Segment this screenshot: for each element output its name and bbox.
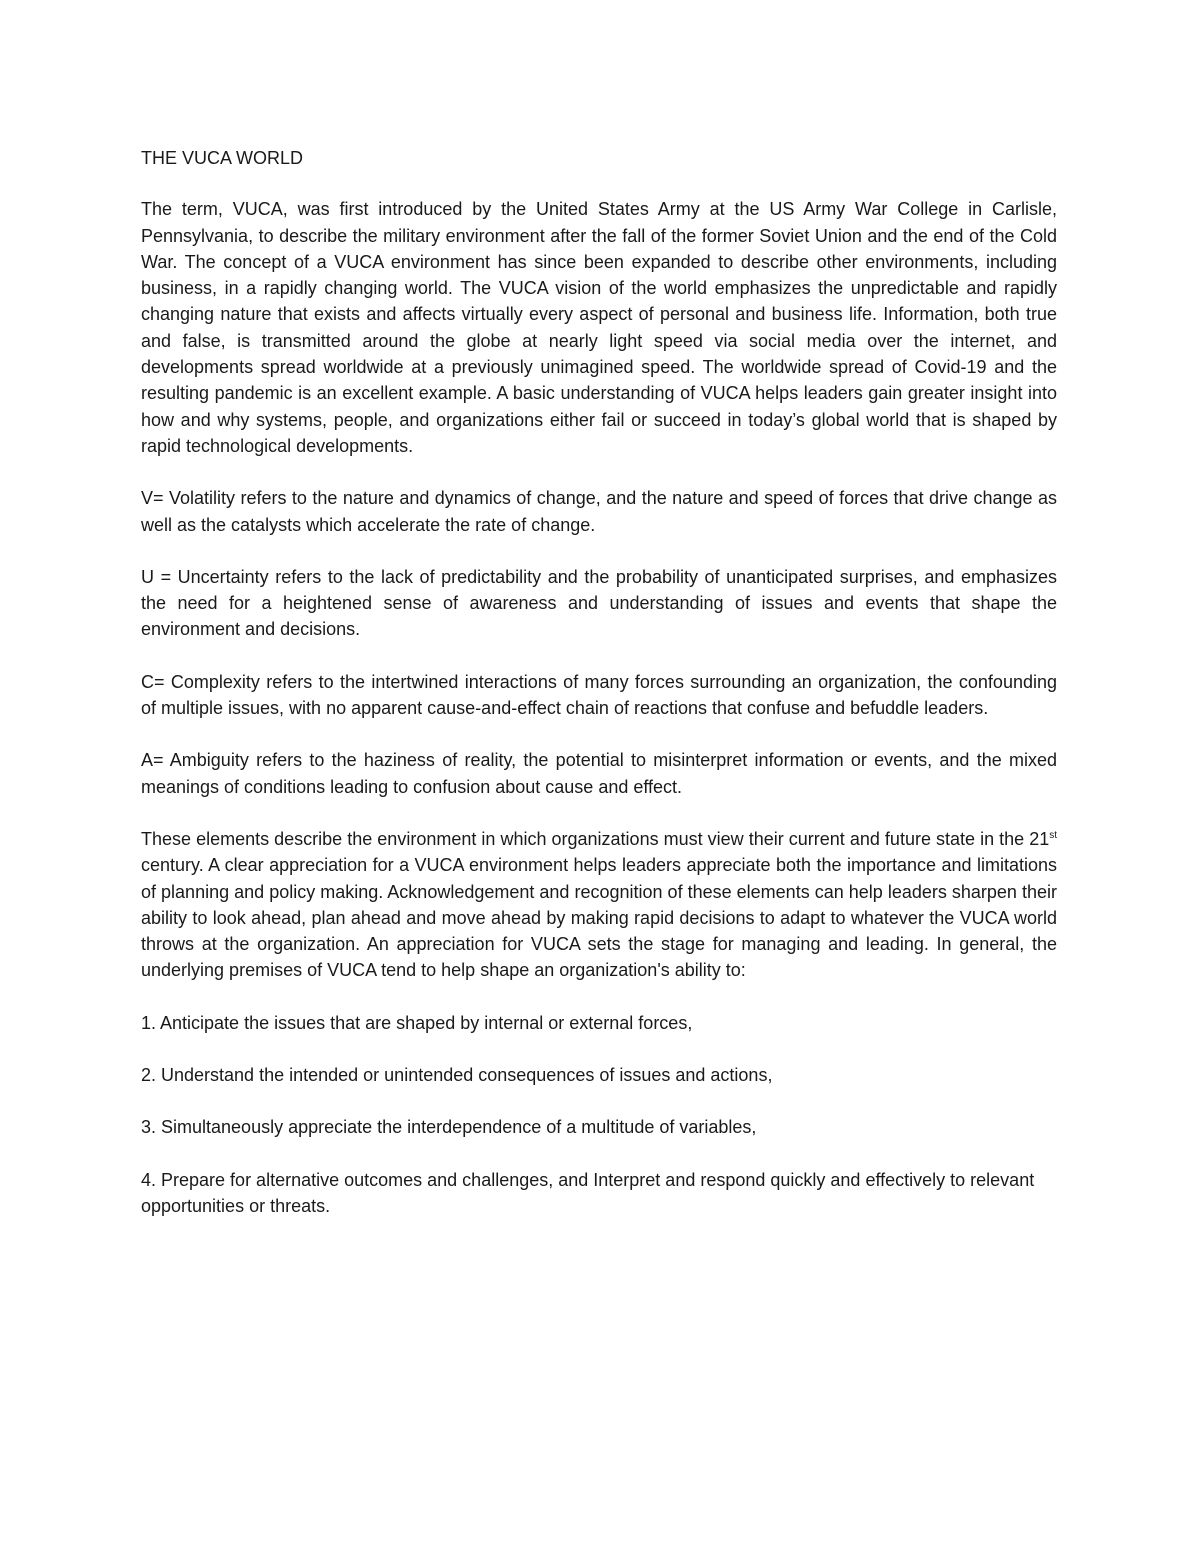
abilities-list <box>141 1010 1057 1219</box>
intro-paragraph: The term, VUCA, was first introduced by the United States Army at the US Army War College in Carlisle, Pennsylvania, to describe the military environment after the fall of the former Soviet Union and the end of the Cold War. The concept of a VUCA environment has since been expanded to describe other environments, including business, in a rapidly changing world. The VUCA vision of the world emphasizes the unpredictable and rapidly changing nature that exists and affects virtually every aspect of personal and business life. Information, both true and false, is transmitted around the globe at nearly light speed via social media over the internet, and developments spread worldwide at a previously unimagined speed. The worldwide spread of Covid-19 and the resulting pandemic is an excellent example. A basic understanding of VUCA helps leaders gain greater insight into how and why systems, people, and organizations either fail or succeed in today’s global world that is shaped by rapid technological developments. <box>141 199 1057 456</box>
elements-paragraph-part2: century. A clear appreciation for a VUCA environment helps leaders appreciate both the importance and limitations of planning and policy making. Acknowledgement and recognition of these elements can help leaders sharpen their ability to look ahead, plan ahead and move ahead by making rapid decisions to adapt to whatever the VUCA world throws at the organization. An appreciation for VUCA sets the stage for managing and leading. In general, the underlying premises of VUCA tend to help shape an organization's ability to: <box>141 855 1057 981</box>
volatility-paragraph: V= Volatility refers to the nature and dynamics of change, and the nature and speed of forces that drive change as well as the catalysts which accelerate the rate of change. <box>141 488 1057 535</box>
complexity-paragraph: C= Complexity refers to the intertwined interactions of many forces surrounding an organization, the confounding of multiple issues, with no apparent cause-and-effect chain of reactions that confuse and befuddle leaders. <box>141 671 1057 719</box>
elements-paragraph <box>141 826 1057 984</box>
elements-paragraph-part1: These elements describe the environment in which organizations must view their current and future state in the 21 <box>141 828 1050 849</box>
document-title: THE VUCA WORLD <box>141 148 304 168</box>
document-page <box>141 145 1057 1245</box>
list-item: 4. Prepare for alternative outcomes and challenges, and Interpret and respond quickly and effectively to relevant opportunities or threats. <box>141 1169 1035 1216</box>
uncertainty-paragraph: U = Uncertainty refers to the lack of predictability and the probability of unanticipated surprises, and emphasizes the need for a heightened sense of awareness and understanding of issues and events that shape the environment and decisions. <box>141 566 1057 640</box>
ambiguity-paragraph: A= Ambiguity refers to the haziness of reality, the potential to misinterpret information or events, and the mixed meanings of conditions leading to confusion about cause and effect. <box>141 750 1057 797</box>
list-item: 3. Simultaneously appreciate the interdependence of a multitude of variables, <box>141 1117 757 1138</box>
list-item: 2. Understand the intended or unintended consequences of issues and actions, <box>141 1065 773 1086</box>
list-item: 1. Anticipate the issues that are shaped by internal or external forces, <box>141 1012 693 1033</box>
century-superscript: st <box>1049 829 1057 841</box>
